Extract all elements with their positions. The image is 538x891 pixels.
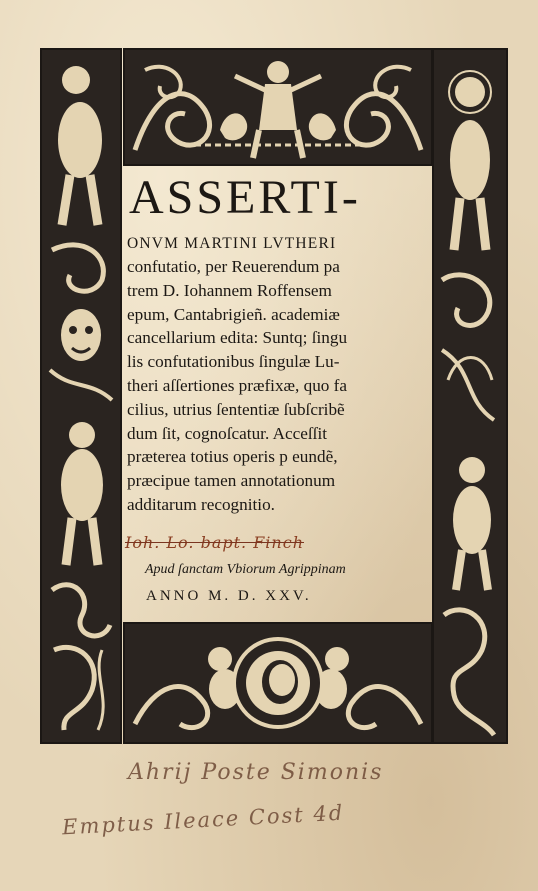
handwritten-note-line-2: Emptus Ileace Cost 4d bbox=[61, 800, 345, 840]
body-line: epum, Cantabrigieñ. academiæ bbox=[127, 304, 340, 324]
body-line: dum ſit, cognoſcatur. Acceſſit bbox=[127, 423, 327, 443]
body-line: lis confutationibus ſingulæ Lu- bbox=[127, 352, 340, 372]
putto-column-illustration bbox=[434, 50, 506, 742]
body-line: cilius, utrius ſententiæ ſubſcribẽ bbox=[127, 399, 345, 419]
manuscript-ownership-strikethrough: Ioh. Lo. bapt. Finch bbox=[125, 533, 304, 552]
imprint-line: Apud ſanctam Vbiorum Agrippinam bbox=[145, 562, 346, 577]
putto-with-birds-illustration bbox=[125, 50, 431, 164]
title-large: ASSERTI- bbox=[129, 171, 361, 224]
title-block bbox=[125, 168, 432, 608]
body-line: præterea totius operis p eundẽ, bbox=[127, 447, 338, 467]
body-line: trem D. Iohannem Roffensem bbox=[127, 280, 332, 300]
bottom-woodcut-border bbox=[123, 622, 433, 744]
title-second-line: ONVM MARTINI LVTHERI bbox=[127, 235, 337, 252]
handwritten-note-line-1: Ahrij Poste Simonis bbox=[128, 760, 384, 785]
title-body bbox=[127, 255, 432, 517]
body-line: confutatio, per Reuerendum pa bbox=[127, 257, 340, 276]
body-line: præcipue tamen annotationum bbox=[127, 471, 336, 491]
body-line: cancellarium edita: Suntq; ſingu bbox=[127, 328, 348, 348]
body-line: theri aſſertiones præfixæ, quo fa bbox=[127, 375, 348, 395]
body-line: additarum recognitio. bbox=[127, 494, 275, 514]
cherub-column-illustration bbox=[42, 50, 120, 742]
top-woodcut-border bbox=[123, 48, 433, 166]
left-woodcut-border bbox=[40, 48, 122, 744]
right-woodcut-border bbox=[432, 48, 508, 744]
medallion-illustration bbox=[125, 624, 431, 742]
date-line: ANNO M. D. XXV. bbox=[146, 588, 312, 604]
